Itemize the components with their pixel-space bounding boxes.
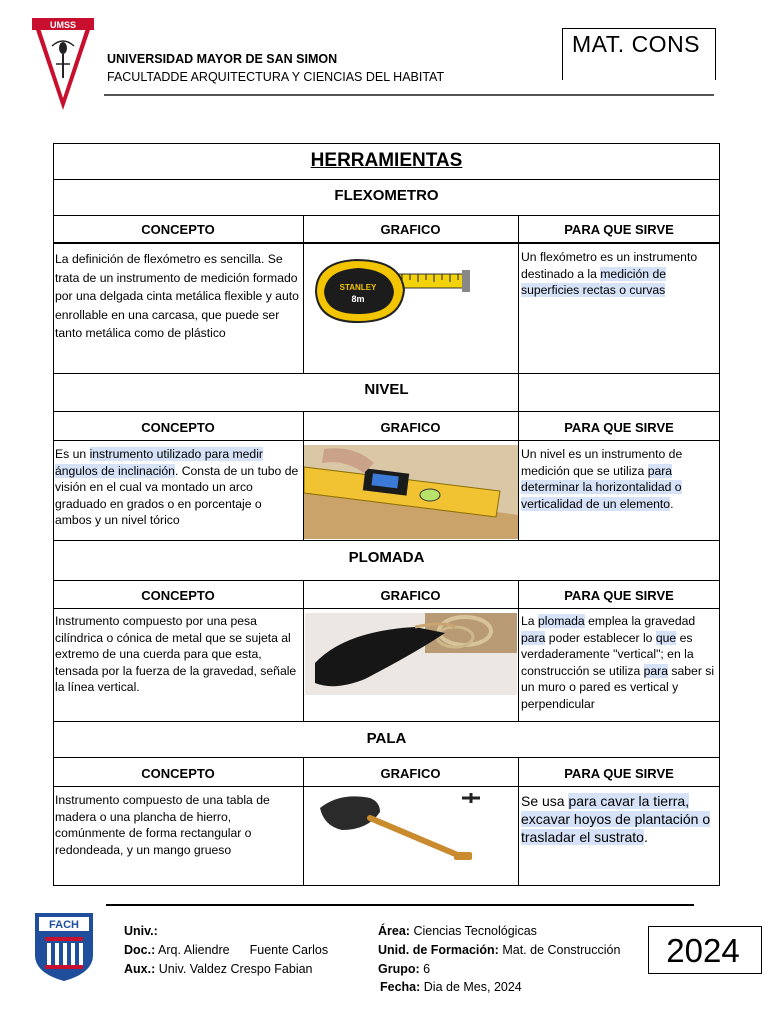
header-divider bbox=[104, 94, 714, 96]
col-header-grafico: GRAFICO bbox=[380, 588, 441, 603]
footer-doc: Doc.: Arq. Aliendre Fuente Carlos bbox=[124, 943, 329, 957]
umss-logo bbox=[30, 14, 96, 114]
section-title-nivel: NIVEL bbox=[364, 381, 409, 398]
col-header-para-que-sirve: PARA QUE SIRVE bbox=[564, 766, 674, 781]
subject-box-top-border bbox=[562, 28, 716, 29]
section-title-plomada: PLOMADA bbox=[348, 549, 425, 566]
footer-area: Área: Ciencias Tecnológicas bbox=[378, 924, 537, 938]
col-header-para-que-sirve: PARA QUE SIRVE bbox=[564, 420, 674, 435]
col-header-para-que-sirve: PARA QUE SIRVE bbox=[564, 588, 674, 603]
table-col-rule bbox=[303, 215, 304, 373]
concept-pala: Instrumento compuesto de una tabla de madera o una plancha de hierro, comúnmente de forma rectangular o redondeada, y un mango grueso bbox=[55, 793, 270, 857]
footer-unit: Unid. de Formación: Mat. de Construcción bbox=[378, 943, 621, 957]
table-rule bbox=[53, 242, 720, 244]
svg-text:FACH: FACH bbox=[49, 919, 79, 931]
svg-text:STANLEY: STANLEY bbox=[339, 283, 377, 292]
table-rule bbox=[53, 411, 720, 412]
table-rule bbox=[53, 721, 720, 722]
section-title-flexometro: FLEXOMETRO bbox=[334, 187, 439, 204]
table-rule bbox=[53, 580, 720, 581]
col-header-grafico: GRAFICO bbox=[380, 420, 441, 435]
col-header-para-que-sirve: PARA QUE SIRVE bbox=[564, 222, 674, 237]
table-rule bbox=[53, 179, 720, 180]
footer-group: Grupo: 6 bbox=[378, 962, 431, 976]
footer-aux: Aux.: Univ. Valdez Crespo Fabian bbox=[124, 962, 313, 976]
table-title: HERRAMIENTAS bbox=[310, 150, 463, 171]
svg-text:UMSS: UMSS bbox=[49, 20, 77, 30]
col-header-concepto: CONCEPTO bbox=[141, 420, 215, 435]
col-header-concepto: CONCEPTO bbox=[141, 588, 215, 603]
faculty-name: FACULTADDE ARQUITECTURA Y CIENCIAS DEL HABITAT bbox=[107, 70, 445, 84]
subject-code: MAT. CONS bbox=[572, 31, 701, 57]
section-title-pala: PALA bbox=[366, 730, 407, 747]
purpose-nivel: Un nivel es un instrumento de medición que se utiliza para determinar la horizontalidad o verticalidad de un elemento. bbox=[521, 447, 683, 511]
table-rule bbox=[53, 215, 720, 216]
col-header-concepto: CONCEPTO bbox=[141, 222, 215, 237]
table-rule bbox=[53, 440, 720, 441]
purpose-flexometro: Un flexómetro es un instrumento destinado a la medición de superficies rectas o curvas bbox=[521, 250, 698, 297]
purpose-pala: Se usa para cavar la tierra, excavar hoyos de plantación o trasladar el sustrato. bbox=[521, 793, 711, 845]
year-label: 2024 bbox=[666, 932, 740, 969]
fach-logo bbox=[33, 911, 95, 983]
col-header-concepto: CONCEPTO bbox=[141, 766, 215, 781]
university-name: UNIVERSIDAD MAYOR DE SAN SIMON bbox=[107, 52, 338, 66]
table-rule bbox=[53, 540, 720, 541]
svg-text:8m: 8m bbox=[351, 294, 365, 304]
table-rule bbox=[53, 608, 720, 609]
concept-flexometro: La definición de flexómetro es sencilla. Se trata de un instrumento de medición formado por una delgada cinta metálica flexible y auto enrollable en una carcasa, que puede ser tanto metálica como de plástico bbox=[55, 252, 299, 340]
shovel-image bbox=[310, 790, 486, 870]
table-rule bbox=[53, 373, 720, 374]
footer-univ: Univ.: bbox=[124, 924, 158, 938]
tape-measure-image bbox=[306, 252, 476, 328]
spirit-level-image bbox=[304, 445, 518, 539]
col-header-grafico: GRAFICO bbox=[380, 766, 441, 781]
col-header-grafico: GRAFICO bbox=[380, 222, 441, 237]
purpose-plomada: La plomada emplea la gravedad para poder establecer lo que es verdaderamente "vertical"; en la construcción se utiliza para saber si un muro o pared es vertical y perpendicular bbox=[521, 614, 715, 711]
plumb-bob-image bbox=[305, 613, 517, 695]
table-rule bbox=[53, 786, 720, 787]
table-rule bbox=[53, 757, 720, 758]
concept-nivel: Es un instrumento utilizado para medir ángulos de inclinación. Consta de un tubo de visión en el cual va montado un arco graduado en grados o en porcentaje o ambos y un nivel tórico bbox=[55, 447, 299, 527]
footer-divider bbox=[106, 904, 694, 906]
footer-date: Fecha: Dia de Mes, 2024 bbox=[380, 980, 522, 994]
concept-plomada: Instrumento compuesto por una pesa cilíndrica o cónica de metal que se sujeta al extremo de una cuerda para que esta, tensada por la fuerza de la gravedad, señale la línea vertical. bbox=[55, 614, 297, 694]
